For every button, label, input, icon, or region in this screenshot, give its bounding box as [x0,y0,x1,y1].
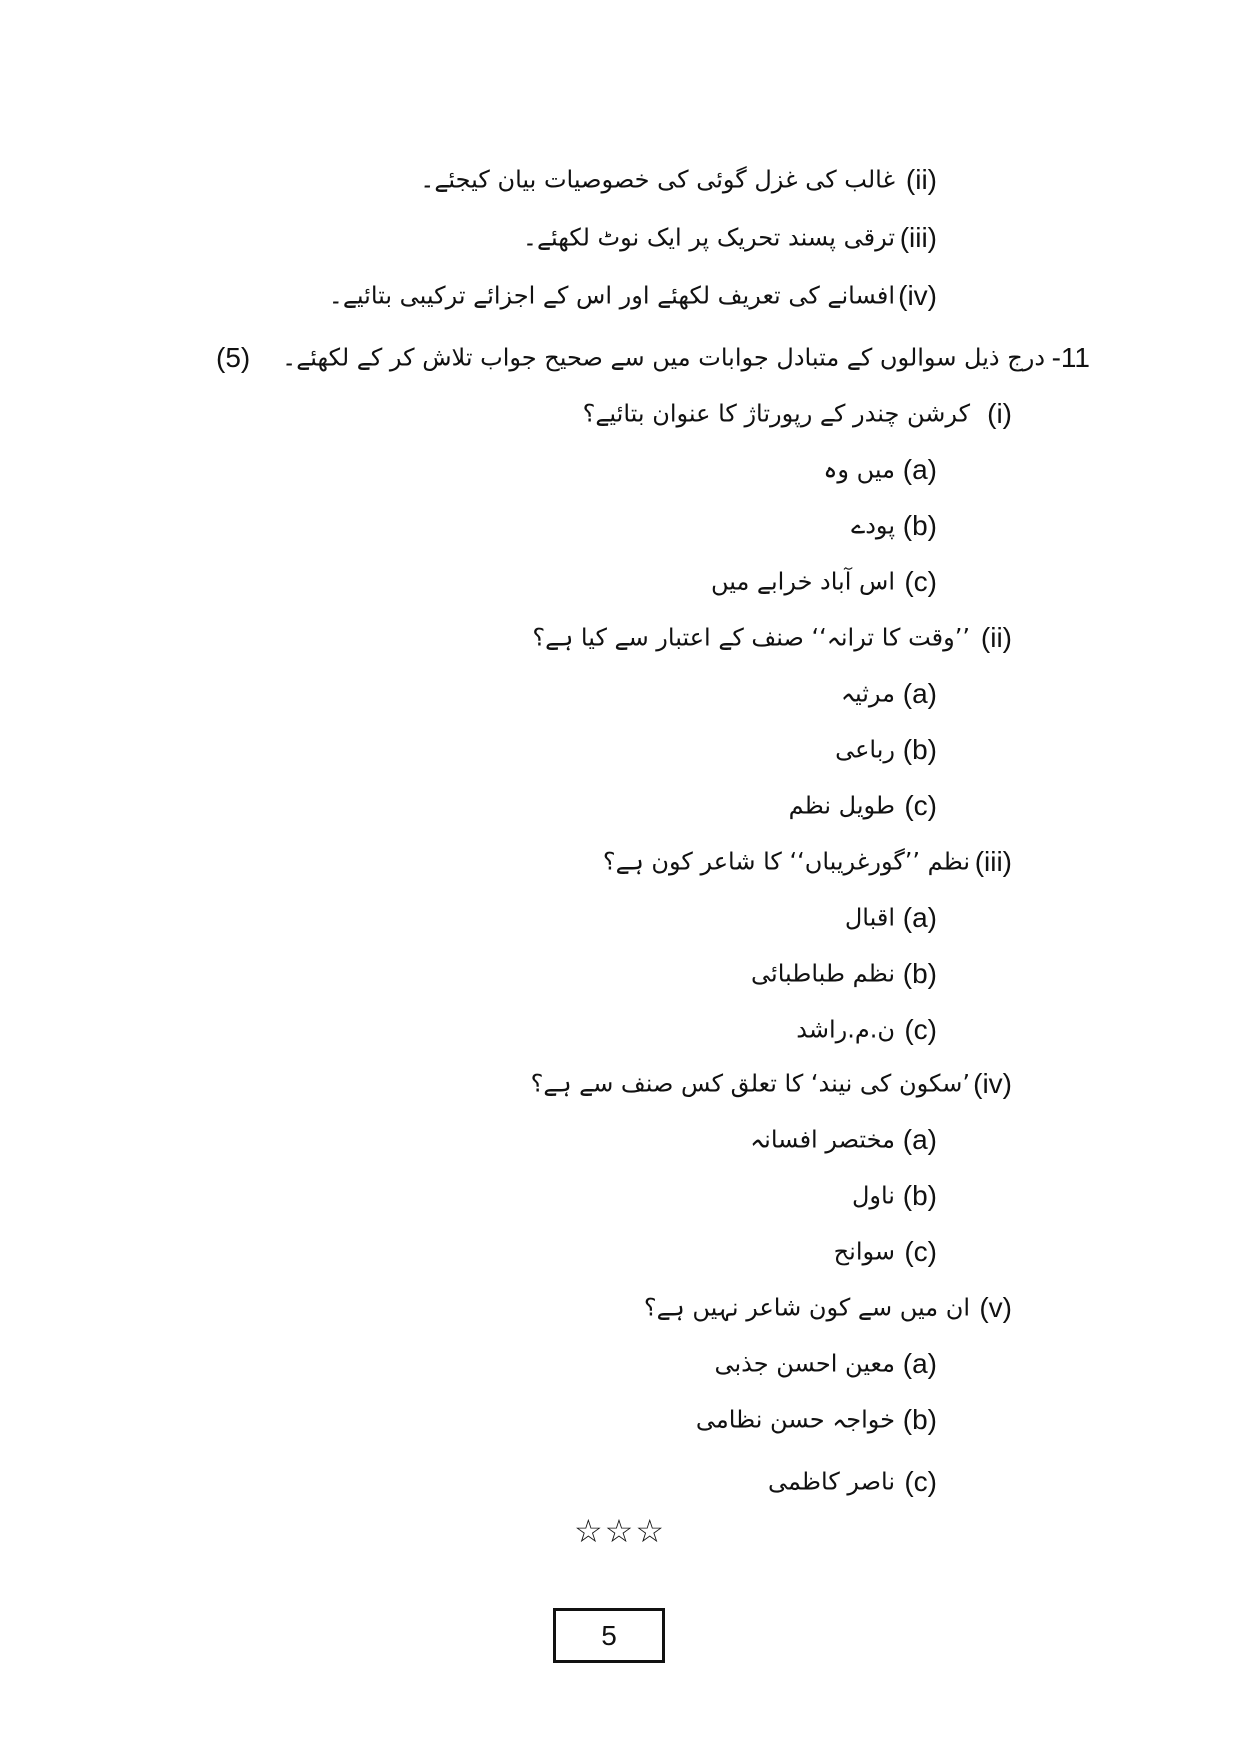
subquestion-number: (iii) [974,846,1012,877]
item-text: غالب کی غزل گوئی کی خصوصیات بیان کیجئے۔ [420,165,895,194]
item-number: (iii) [899,222,937,253]
option-label: (c) [904,790,937,821]
option-text: طویل نظم [788,791,895,820]
subquestion-text: ان میں سے کون شاعر نہیں ہے؟ [643,1293,970,1322]
question-text: درج ذیل سوالوں کے متبادل جوابات میں سے صحیح جواب تلاش کر کے لکھئے۔ [282,343,1045,372]
item-number: (iv) [898,280,937,311]
option [0,1116,1240,1164]
option-label: (b) [902,1180,937,1211]
option-label: (c) [904,1014,937,1045]
option-text: سوانح [833,1237,895,1266]
subquestion [0,390,1240,438]
option-label: (a) [902,1124,937,1155]
option [0,950,1240,998]
option-label: (c) [904,1466,937,1497]
option-text: اس آباد خرابے میں [710,567,895,596]
option [0,1228,1240,1276]
subquestion-text: کرشن چندر کے رپورتاژ کا عنوان بتائیے؟ [582,399,970,428]
subquestion-text: ’سکون کی نیند‘ کا تعلق کس صنف سے ہے؟ [530,1069,970,1098]
top-item [0,214,1240,262]
option [0,446,1240,494]
option-label: (b) [902,734,937,765]
option-label: (a) [902,678,937,709]
option [0,502,1240,550]
option-text: مرثیہ [840,679,895,708]
subquestion-number: (v) [979,1292,1012,1323]
option-text: ناصر کاظمی [768,1467,895,1496]
option-label: (a) [902,1348,937,1379]
option-text: نظم طباطبائی [751,959,895,988]
subquestion [0,1284,1240,1332]
item-text: ترقی پسند تحریک پر ایک نوٹ لکھئے۔ [522,223,895,252]
option-text: ناول [851,1181,895,1210]
subquestion-number: (i) [987,398,1012,429]
option-label: (a) [902,454,937,485]
subquestion [0,838,1240,886]
option-label: (a) [902,902,937,933]
option [0,1340,1240,1388]
end-stars: ☆☆☆ [573,1512,667,1550]
option-text: میں وہ [823,455,895,484]
question-11 [0,334,1240,382]
option-text: رباعی [835,735,895,764]
option [0,894,1240,942]
option-label: (b) [902,1404,937,1435]
option [0,1396,1240,1444]
option [0,558,1240,606]
subquestion-number: (ii) [980,622,1012,653]
item-text: افسانے کی تعریف لکھئے اور اس کے اجزائے ترکیبی بتائیے۔ [328,281,895,310]
top-item [0,156,1240,204]
subquestion-text: ’’وقت کا ترانہ‘‘ صنف کے اعتبار سے کیا ہے؟ [532,623,970,652]
option [0,670,1240,718]
option [0,782,1240,830]
option-label: (c) [904,566,937,597]
option-label: (c) [904,1236,937,1267]
option [0,1458,1240,1506]
option-text: پودے [851,511,895,540]
option-text: ن.م.راشد [796,1015,895,1044]
subquestion [0,614,1240,662]
subquestion [0,1060,1240,1108]
subquestion-text: نظم ’’گورغریباں‘‘ کا شاعر کون ہے؟ [602,847,970,876]
page-number: 5 [553,1608,665,1663]
top-item [0,272,1240,320]
subquestion-number: (iv) [973,1068,1012,1099]
option-text: اقبال [844,903,895,932]
option-text: معین احسن جذبی [714,1349,895,1378]
question-marks: (5) [216,342,251,373]
option-label: (b) [902,510,937,541]
option [0,1006,1240,1054]
option-text: مختصر افسانہ [750,1125,895,1154]
item-number: (ii) [905,164,937,195]
option [0,1172,1240,1220]
option-text: خواجہ حسن نظامی [695,1405,895,1434]
question-number: -11 [1051,342,1090,373]
option [0,726,1240,774]
option-label: (b) [902,958,937,989]
